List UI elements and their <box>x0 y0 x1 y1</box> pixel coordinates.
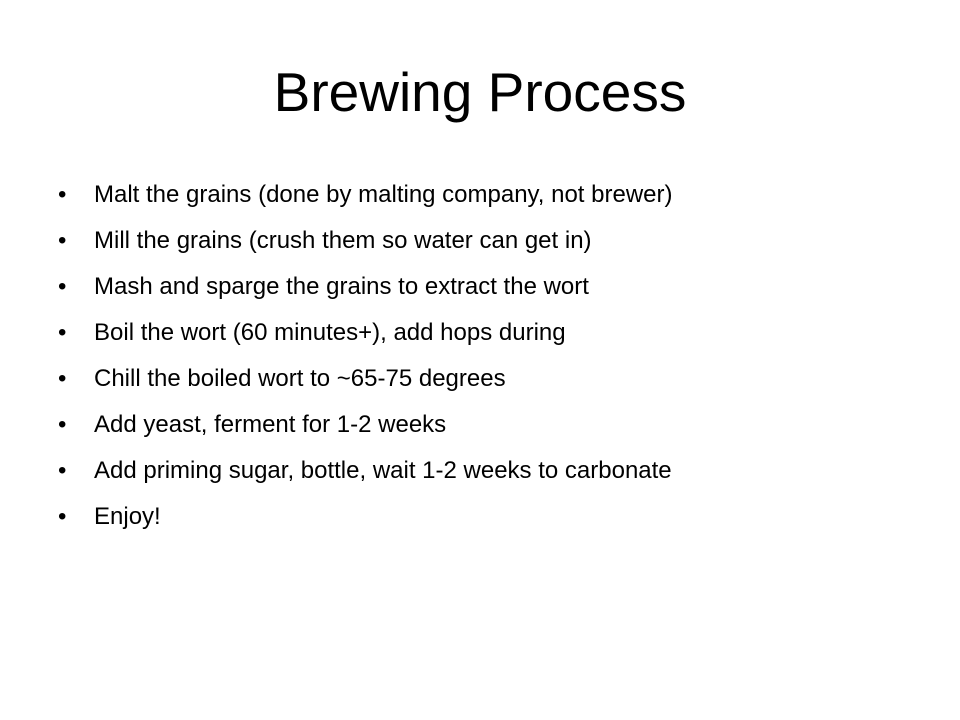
bullet-text: Enjoy! <box>94 503 161 530</box>
bullet-icon: • <box>58 319 67 346</box>
bullet-item-yeast <box>58 402 918 448</box>
slide-title: Brewing Process <box>273 61 687 123</box>
bullet-text: Boil the wort (60 minutes+), add hops during <box>94 319 566 346</box>
bullet-list <box>58 172 918 540</box>
bullet-item-malt <box>58 172 918 218</box>
bullet-item-mill <box>58 218 918 264</box>
bullet-text: Mash and sparge the grains to extract the wort <box>94 273 589 300</box>
bullet-icon: • <box>58 411 67 438</box>
bullet-icon: • <box>58 457 67 484</box>
bullet-text: Chill the boiled wort to ~65-75 degrees <box>94 365 506 392</box>
bullet-item-enjoy <box>58 494 918 540</box>
bullet-item-mash <box>58 264 918 310</box>
bullet-icon: • <box>58 365 67 392</box>
bullet-text: Add priming sugar, bottle, wait 1-2 weeks to carbonate <box>94 457 672 484</box>
bullet-text: Mill the grains (crush them so water can get in) <box>94 227 592 254</box>
bullet-text: Malt the grains (done by malting company, not brewer) <box>94 181 673 208</box>
bullet-item-priming <box>58 448 918 494</box>
bullet-item-boil <box>58 310 918 356</box>
bullet-icon: • <box>58 227 67 254</box>
bullet-icon: • <box>58 273 67 300</box>
bullet-item-chill <box>58 356 918 402</box>
bullet-icon: • <box>58 181 67 208</box>
bullet-icon: • <box>58 503 67 530</box>
bullet-text: Add yeast, ferment for 1-2 weeks <box>94 411 447 438</box>
